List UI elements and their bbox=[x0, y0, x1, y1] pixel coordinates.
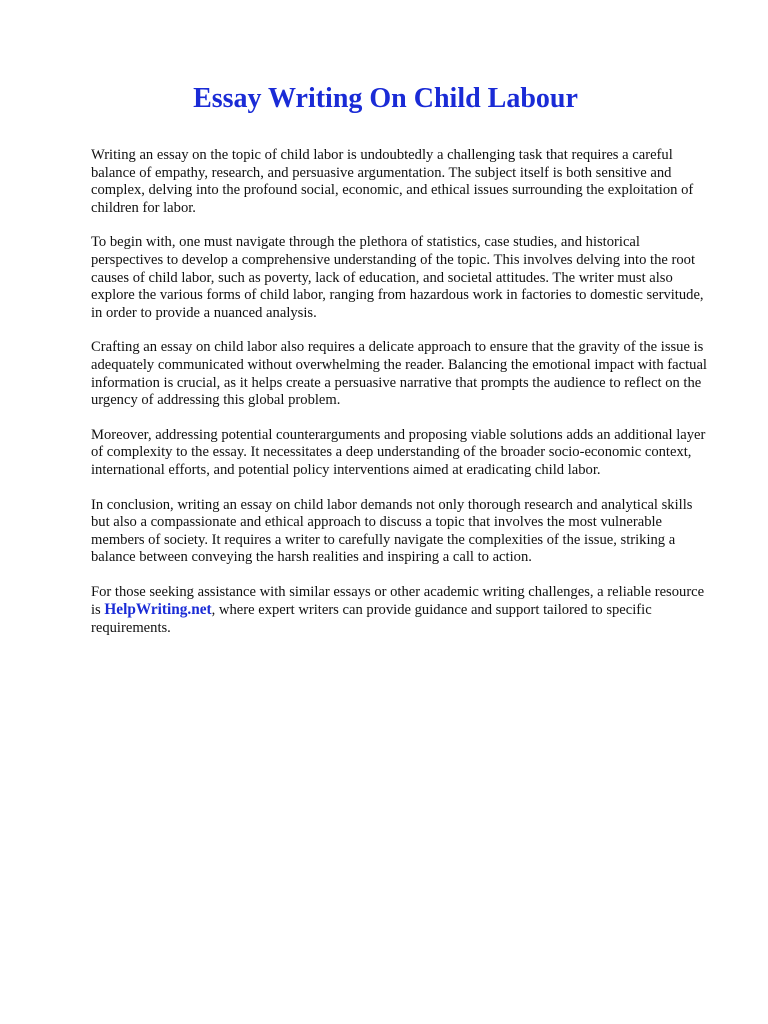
helpwriting-link[interactable]: HelpWriting.net bbox=[104, 601, 212, 619]
paragraph-research: To begin with, one must navigate through the plethora of statistics, case studies, and historical perspectives to develop a comprehensive understanding of the topic. This involves delving into the root causes of child labor, such as poverty, lack of education, and societal attitudes. The writer must also explore the various forms of child labor, ranging from hazardous work in factories to domestic servitude, in order to provide a nuanced analysis. bbox=[91, 234, 704, 321]
closing-text-after-link: , where expert writers can provide guidance and support tailored to specific requirements. bbox=[91, 602, 652, 637]
paragraph-counterarguments: Moreover, addressing potential counterarguments and proposing viable solutions adds an additional layer of complexity to the essay. It necessitates a deep understanding of the broader socio-economic context, international efforts, and potential policy interventions aimed at eradicating child labor. bbox=[91, 426, 706, 478]
paragraph-intro: Writing an essay on the topic of child labor is undoubtedly a challenging task that requires a careful balance of empathy, research, and persuasive argumentation. The subject itself is both sensitive and complex, delving into the profound social, economic, and ethical issues surrounding the exploitation of children for labor. bbox=[91, 147, 694, 216]
document-title: Essay Writing On Child Labour bbox=[193, 83, 578, 114]
closing-text-before-link: For those seeking assistance with similar essays or other academic writing challenges, a reliable resource is bbox=[91, 583, 705, 619]
paragraph-conclusion: In conclusion, writing an essay on child labor demands not only thorough research and analytical skills but also a compassionate and ethical approach to discuss a topic that involves the most vulnerable members of society. It requires a writer to carefully navigate the complexities of the issue, striking a balance between conveying the harsh realities and inspiring a call to action. bbox=[91, 496, 693, 566]
paragraph-approach: Crafting an essay on child labor also requires a delicate approach to ensure that the gravity of the issue is adequately communicated without overwhelming the reader. Balancing the emotional impact with factual information is crucial, as it helps create a persuasive narrative that prompts the audience to reflect on the urgency of addressing this global problem. bbox=[91, 339, 707, 409]
essay-body bbox=[91, 147, 708, 638]
paragraph-closing bbox=[91, 584, 708, 638]
